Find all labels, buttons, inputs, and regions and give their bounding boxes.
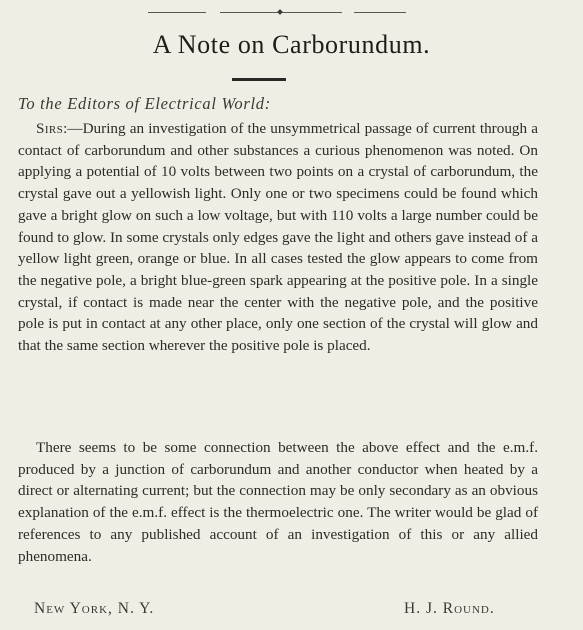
ornament-diamond-icon [277,9,283,15]
title-underline-rule [232,78,286,81]
salutation: To the Editors of Electrical World: [18,94,271,113]
paragraph-1-lead: Sirs [36,120,64,137]
paragraph-2: There seems to be some connection between the above effect and the e.m.f. produced by a junction of carborundum and another conductor when heated by a direct or alternating current; but the connection may be only secondary as an obvious explanation of the e.m.f. effect is the thermoelectric one. The writer would be glad of references to any published account of an investigation of this or any allied phenomena. [18,439,538,565]
ornament-rule-right [354,12,406,13]
signature-author: H. J. Round. [404,600,495,617]
paragraph-1 [18,118,538,357]
article-title: A Note on Carborundum. [152,30,431,59]
header-ornament [148,10,406,16]
signature-location: New York, N. Y. [34,600,155,617]
paragraph-1-body: :—During an investigation of the unsymmetrical passage of current through a contact of carborundum and other substances a curious phenomenon was noted. On applying a potential of 10 volts between two points on a crystal of carborundum, the crystal gave out a yellowish light. Only one or two specimens could be found which gave a bright glow on such a low voltage, but with 110 volts a large number could be found to glow. In some crystals only edges gave the light and others gave instead of a yellow light green, orange or blue. In all cases tested the glow appears to come from the negative pole, a bright blue-green spark appearing at the positive pole. In a single crystal, if contact is made near the center with the negative pole, and the positive pole is put in contact at any other place, only one section of the crystal will glow and that the same section wherever the positive pole is placed. [18,120,538,355]
ornament-rule-left [148,12,206,13]
